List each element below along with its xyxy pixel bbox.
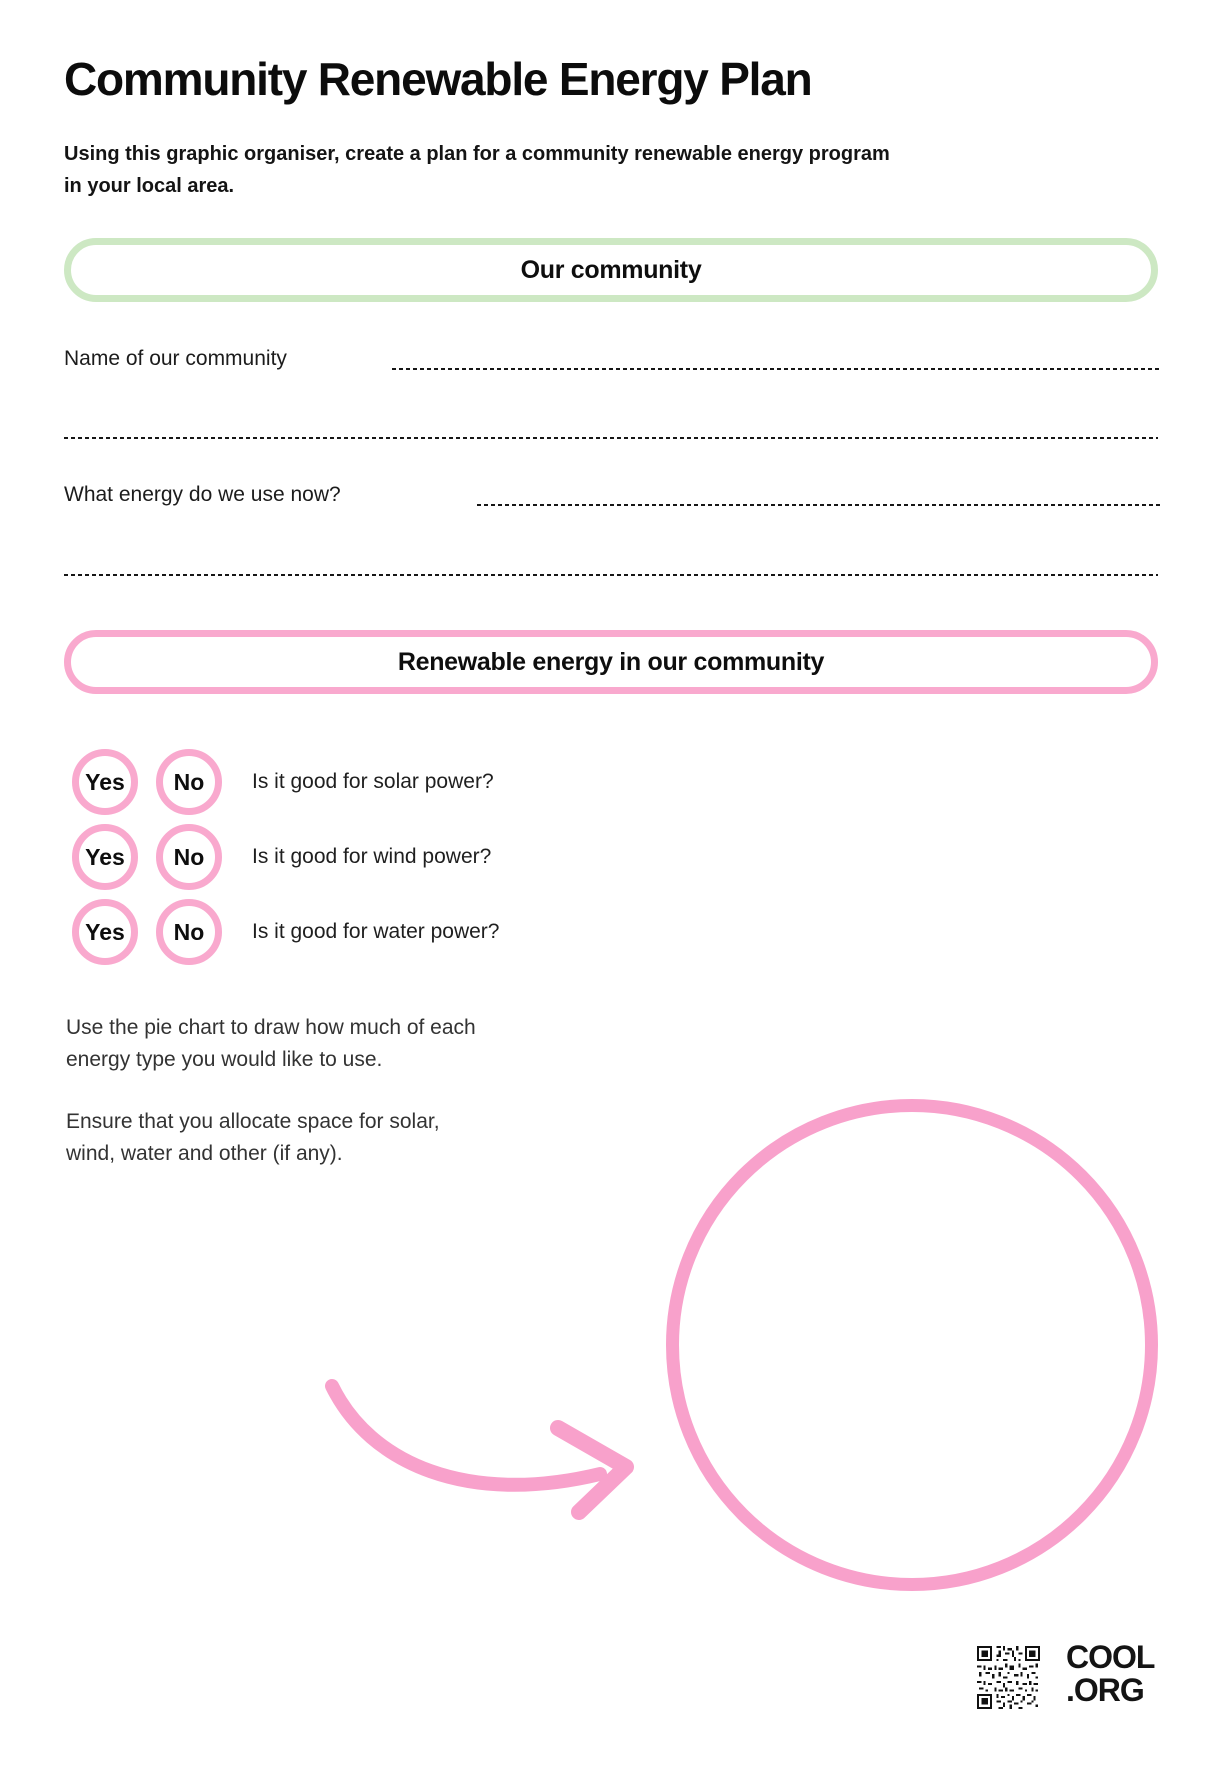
answer-line-community-name-2[interactable]	[64, 437, 1158, 439]
field-row-community-name	[64, 340, 1160, 374]
question-row-wind	[64, 824, 491, 890]
cool-org-logo	[1066, 1641, 1154, 1707]
section-heading-renewable-energy: Renewable energy in our community	[397, 647, 825, 676]
section-header-renewable-energy	[64, 630, 1158, 694]
pie-instruction-1-line-2: energy type you would like to use.	[66, 1048, 383, 1071]
pie-instruction-1	[66, 1012, 586, 1076]
pie-instruction-2-line-1: Ensure that you allocate space for solar,	[66, 1110, 440, 1133]
question-row-water	[64, 899, 499, 965]
no-option-wind[interactable]: No	[156, 824, 222, 890]
question-text-solar: Is it good for solar power?	[252, 770, 494, 793]
qr-code-icon	[977, 1646, 1040, 1709]
answer-line-energy-now[interactable]	[477, 504, 1160, 506]
section-header-our-community	[64, 238, 1158, 302]
logo-line-2: .ORG	[1066, 1672, 1144, 1708]
intro-line-1: Using this graphic organiser, create a plan for a community renewable energy program	[64, 143, 890, 165]
intro-line-2: in your local area.	[64, 175, 235, 197]
pie-instruction-2-line-2: wind, water and other (if any).	[66, 1142, 343, 1165]
pie-instruction-1-line-1: Use the pie chart to draw how much of each	[66, 1016, 476, 1039]
page-title: Community Renewable Energy Plan	[64, 53, 812, 105]
intro-text	[64, 138, 890, 202]
field-label-energy-now: What energy do we use now?	[64, 483, 341, 506]
pie-chart-circle[interactable]	[666, 1099, 1158, 1591]
yes-option-water[interactable]: Yes	[72, 899, 138, 965]
curved-arrow-icon	[318, 1372, 648, 1527]
question-text-water: Is it good for water power?	[252, 920, 500, 943]
no-option-water[interactable]: No	[156, 899, 222, 965]
no-option-solar[interactable]: No	[156, 749, 222, 815]
answer-line-community-name[interactable]	[392, 368, 1160, 370]
answer-line-energy-now-2[interactable]	[64, 574, 1158, 576]
section-heading-our-community: Our community	[520, 255, 702, 284]
yes-option-wind[interactable]: Yes	[72, 824, 138, 890]
field-row-energy-now	[64, 476, 1160, 510]
yes-option-solar[interactable]: Yes	[72, 749, 138, 815]
field-label-community-name: Name of our community	[64, 347, 287, 370]
pie-instruction-2	[66, 1106, 586, 1170]
question-row-solar	[64, 749, 494, 815]
question-text-wind: Is it good for wind power?	[252, 845, 492, 868]
logo-line-1: COOL	[1066, 1639, 1155, 1675]
